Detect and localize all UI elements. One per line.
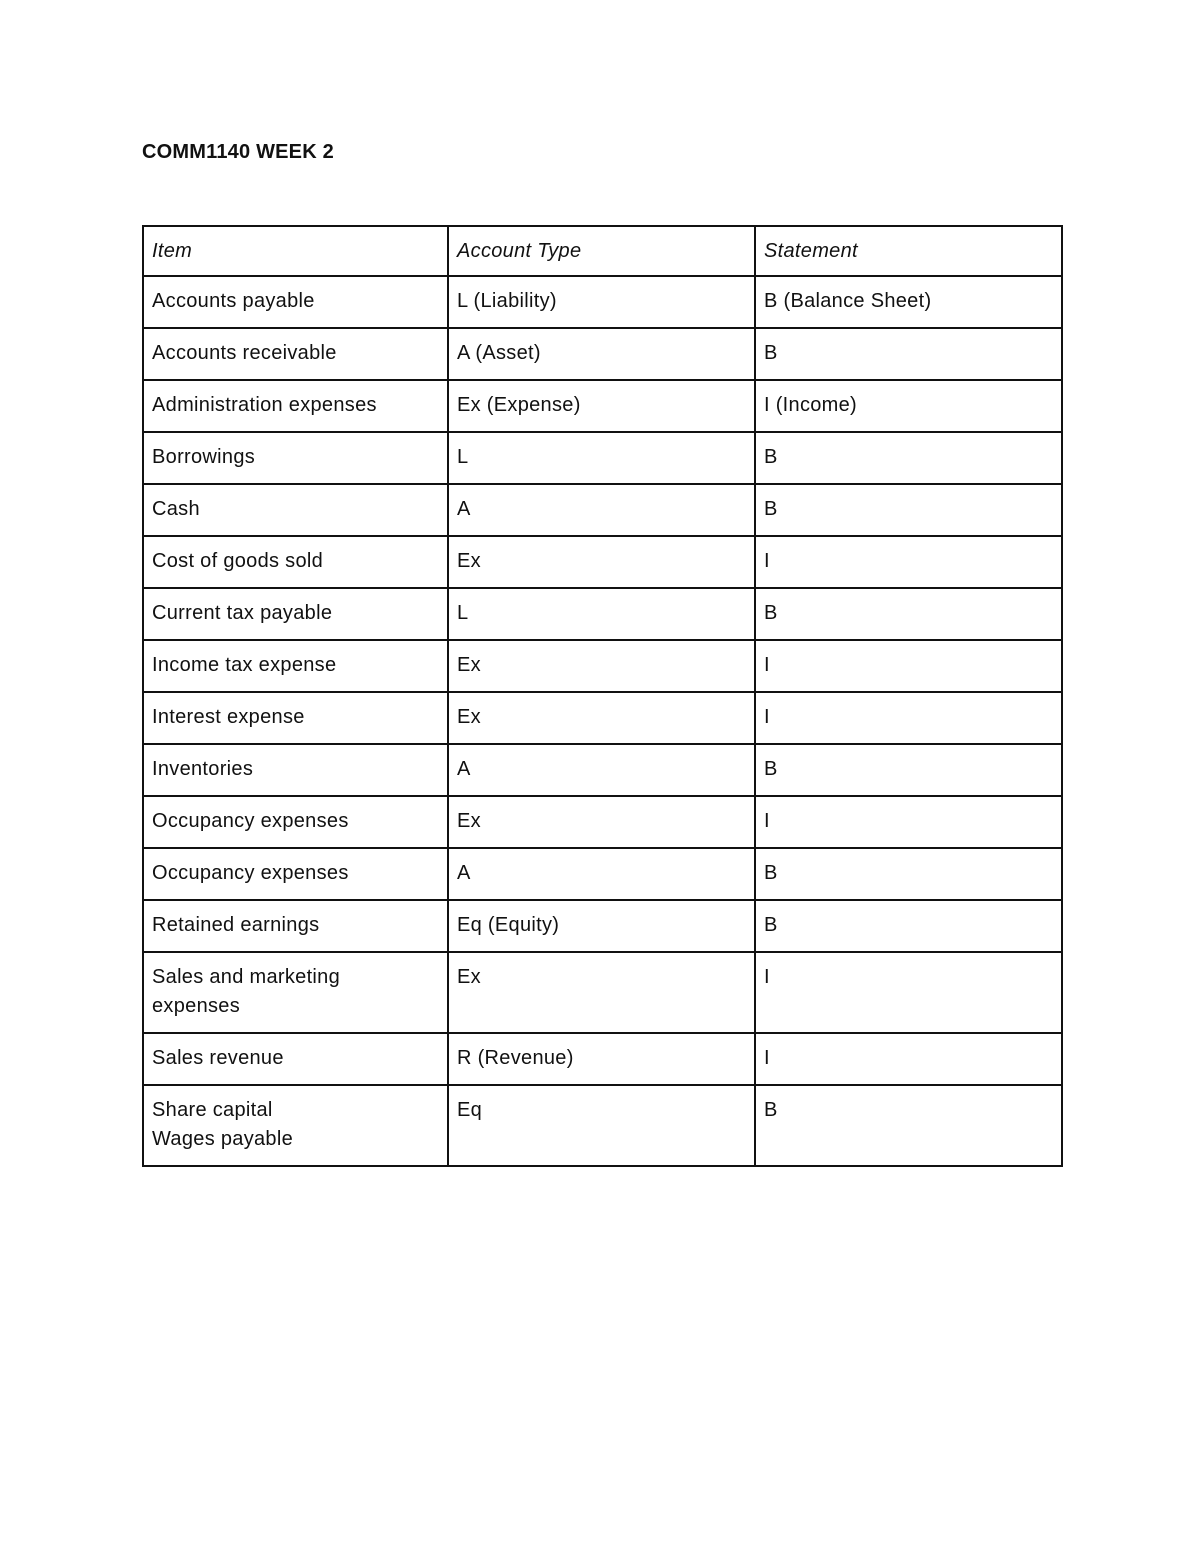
- table-row: [143, 1085, 1062, 1166]
- cell-item-line: Sales revenue: [152, 1047, 284, 1069]
- table-row: [143, 484, 1062, 536]
- cell-statement: B: [755, 328, 1062, 380]
- cell-item: [143, 796, 448, 848]
- cell-account-type: L (Liability): [448, 276, 755, 328]
- table-header-row: [143, 226, 1062, 276]
- cell-account-type: Ex: [448, 692, 755, 744]
- table-row: [143, 796, 1062, 848]
- table-row: [143, 848, 1062, 900]
- cell-statement: B (Balance Sheet): [755, 276, 1062, 328]
- account-classification-table: [142, 225, 1063, 1167]
- cell-statement: B: [755, 848, 1062, 900]
- cell-account-type: L: [448, 588, 755, 640]
- header-statement: Statement: [755, 226, 1062, 276]
- table-row: [143, 588, 1062, 640]
- table-row: [143, 380, 1062, 432]
- cell-item: [143, 1085, 448, 1166]
- cell-item: [143, 380, 448, 432]
- table-row: [143, 744, 1062, 796]
- cell-item: [143, 640, 448, 692]
- cell-statement: B: [755, 1085, 1062, 1166]
- cell-account-type: Ex: [448, 640, 755, 692]
- cell-item-line: Interest expense: [152, 706, 305, 728]
- cell-item-line: Current tax payable: [152, 602, 333, 624]
- cell-statement: B: [755, 432, 1062, 484]
- cell-statement: B: [755, 744, 1062, 796]
- cell-item-line: expenses: [152, 995, 241, 1017]
- cell-item-line: Accounts receivable: [152, 342, 337, 364]
- table-row: [143, 276, 1062, 328]
- cell-item-line: Inventories: [152, 758, 254, 780]
- cell-item-line: Accounts payable: [152, 290, 315, 312]
- cell-item: [143, 276, 448, 328]
- header-account-type: Account Type: [448, 226, 755, 276]
- table-row: [143, 952, 1062, 1033]
- cell-statement: I: [755, 1033, 1062, 1085]
- cell-item: [143, 848, 448, 900]
- cell-item: [143, 432, 448, 484]
- cell-item-line: Administration expenses: [152, 394, 377, 416]
- cell-item-line: Wages payable: [152, 1128, 294, 1150]
- cell-statement: B: [755, 900, 1062, 952]
- table-row: [143, 328, 1062, 380]
- cell-item: [143, 900, 448, 952]
- cell-account-type: A: [448, 848, 755, 900]
- cell-item-line: Cost of goods sold: [152, 550, 324, 572]
- table-row: [143, 640, 1062, 692]
- cell-account-type: Eq: [448, 1085, 755, 1166]
- table-row: [143, 900, 1062, 952]
- cell-statement: I (Income): [755, 380, 1062, 432]
- cell-statement: I: [755, 952, 1062, 1033]
- cell-item: [143, 536, 448, 588]
- cell-account-type: A: [448, 484, 755, 536]
- cell-statement: I: [755, 536, 1062, 588]
- table-row: [143, 432, 1062, 484]
- cell-account-type: L: [448, 432, 755, 484]
- header-item: Item: [143, 226, 448, 276]
- cell-item: [143, 744, 448, 796]
- cell-statement: I: [755, 692, 1062, 744]
- cell-item: [143, 328, 448, 380]
- table-row: [143, 692, 1062, 744]
- cell-statement: B: [755, 588, 1062, 640]
- cell-statement: B: [755, 484, 1062, 536]
- cell-item-line: Retained earnings: [152, 914, 320, 936]
- cell-item-line: Occupancy expenses: [152, 810, 349, 832]
- cell-account-type: A: [448, 744, 755, 796]
- cell-item-line: Occupancy expenses: [152, 862, 349, 884]
- page-title: COMM1140 WEEK 2: [142, 141, 334, 163]
- cell-item-line: Borrowings: [152, 446, 256, 468]
- cell-item: [143, 484, 448, 536]
- cell-item: [143, 692, 448, 744]
- cell-account-type: Ex (Expense): [448, 380, 755, 432]
- cell-statement: I: [755, 796, 1062, 848]
- cell-item-line: Sales and marketing: [152, 966, 341, 988]
- cell-item: [143, 588, 448, 640]
- cell-account-type: Ex: [448, 952, 755, 1033]
- cell-account-type: R (Revenue): [448, 1033, 755, 1085]
- cell-item-line: Income tax expense: [152, 654, 337, 676]
- cell-account-type: Ex: [448, 536, 755, 588]
- cell-account-type: Eq (Equity): [448, 900, 755, 952]
- table-row: [143, 536, 1062, 588]
- cell-item-line: Cash: [152, 498, 200, 520]
- cell-item: [143, 1033, 448, 1085]
- table-row: [143, 1033, 1062, 1085]
- cell-account-type: Ex: [448, 796, 755, 848]
- cell-item-line: Share capital: [152, 1099, 273, 1121]
- cell-statement: I: [755, 640, 1062, 692]
- cell-item: [143, 952, 448, 1033]
- table-body: [143, 276, 1062, 1166]
- cell-account-type: A (Asset): [448, 328, 755, 380]
